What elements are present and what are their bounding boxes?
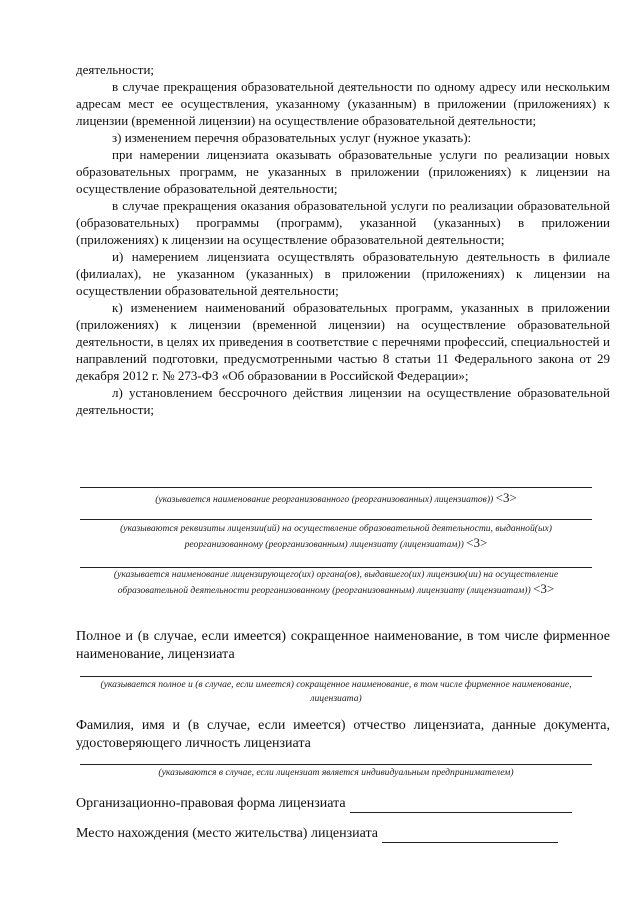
full-name-block: [76, 628, 610, 664]
reorganized-name-field[interactable]: [80, 486, 592, 488]
individual-entrepreneur-caption: (указываются в случае, если лицензиат является индивидуальным предпринимателем): [158, 767, 514, 778]
paragraph-item-k: к) изменением наименований образовательных программ, указанных в приложении (приложениях) к лицензии (временной лицензии) на осуществление образовательной деятельности, в целях их приведения в соответствие с перечнями профессий, специальностей и направлений подготовки, предусмотренными частью 8 статьи 11 Федерального закона от 29 декабря 2012 г. № 273-ФЗ «Об образовании в Российской Федерации»;: [76, 300, 610, 383]
person-field[interactable]: [80, 763, 592, 765]
full-name-caption: (указывается полное и (в случае, если имеется) сокращенное наименование, в том числе фирменное наименование, лицензиата): [100, 679, 572, 704]
licensing-body-caption: (указывается наименование лицензирующего(их) органа(ов), выдавшего(их) лицензию(ии) на осуществление образовательной деятельности реорганизованному (реорганизованным) лицензиату (лицензиатам)) <3>: [113, 569, 559, 596]
paragraph-new-programs: при намерении лицензиата оказывать образовательные услуги по реализации новых образовательных программ, не указанных в приложении (приложениях) к лицензии на осуществление образовательной деятельности;: [76, 147, 610, 196]
legal-form-label: Организационно-правовая форма лицензиата: [76, 796, 346, 811]
paragraph-item-i: и) намерением лицензиата осуществлять образовательную деятельность в филиале (филиалах), не указанном (указанных) в приложении (приложениях) к лицензии на осуществлении образовательной деятельности;: [76, 249, 610, 298]
paragraph-address-termination: в случае прекращения образовательной деятельности по одному адресу или нескольким адресам мест ее осуществления, указанному (указанным) в приложении (приложениях) к лицензии (временной лицензии) на осуществление образовательной деятельности;: [76, 79, 610, 128]
license-details-field[interactable]: [80, 518, 592, 520]
license-details-caption: (указываются реквизиты лицензии(ий) на осуществление образовательной деятельности, выданной(ых) реорганизованному (реорганизованным) лицензиату (лицензиатам)) <3>: [120, 523, 552, 550]
legal-form-row: [76, 795, 610, 813]
paragraph-termination-service: в случае прекращения оказания образовательной услуги по реализации образовательной (образовательных) программы (программ), указанной (указанных) в приложении (приложениях) к лицензии на осуществление образовательной деятельности;: [76, 198, 610, 247]
paragraph-item-l: л) установлением бессрочного действия лицензии на осуществление образовательной деятельности;: [76, 385, 610, 417]
full-name-label: Полное и (в случае, если имеется) сокращенное наименование, в том числе фирменное наименование, лицензиата: [76, 629, 610, 662]
reorganized-name-caption: (указывается наименование реорганизованного (реорганизованных) лицензиатов)) <3>: [155, 490, 517, 505]
document-body: [76, 61, 610, 418]
location-field[interactable]: [382, 828, 558, 843]
legal-form-field[interactable]: [350, 798, 572, 813]
location-row: [76, 825, 610, 843]
full-name-field[interactable]: [80, 675, 592, 677]
location-label: Место нахождения (место жительства) лицензиата: [76, 826, 379, 841]
paragraph-item-z: з) изменением перечня образовательных услуг (нужное указать):: [112, 130, 472, 145]
person-label: Фамилия, имя и (в случае, если имеется) отчество лицензиата, данные документа, удостоверяющего личность лицензиата: [76, 718, 610, 751]
paragraph-continuation: деятельности;: [76, 62, 155, 77]
person-block: [76, 717, 610, 753]
